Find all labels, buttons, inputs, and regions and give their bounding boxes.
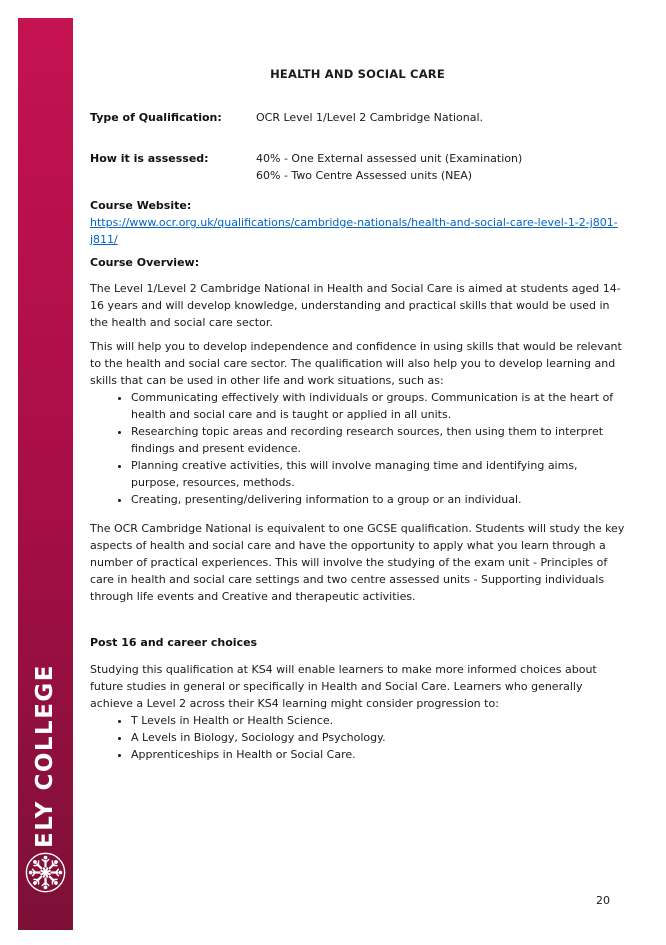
document-body [90,0,625,763]
assessment-nea-line: 60% - Two Centre Assessed units (NEA) [256,169,473,182]
post16-paragraph: Studying this qualification at KS4 will enable learners to make more informed choices about future studies in general or specifically in Health and Social Care. Learners who generally achieve a Level 2 across their KS4 learning might consider progression to: [90,663,597,710]
course-overview-label: Course Overview: [90,256,200,269]
assessment-exam-line: 40% - One External assessed unit (Examination) [256,152,523,165]
assessment-label: How it is assessed: [90,152,209,165]
list-item: • Planning creative activities, this will involve managing time and identifying aims, purpose, resources, methods. [131,457,625,491]
progression-bullet-list [90,712,625,763]
list-item: • Communicating effectively with individuals or groups. Communication is at the heart of health and social care and is taught or applied in all units. [131,389,625,423]
overview-paragraph-1: The Level 1/Level 2 Cambridge National in Health and Social Care is aimed at students aged 14-16 years and will develop knowledge, understanding and practical skills that would be used in the health and social care sector. [90,282,621,329]
overview-paragraph-3: The OCR Cambridge National is equivalent to one GCSE qualification. Students will study the key aspects of health and social care and have the opportunity to apply what you learn through a number of practical experiences. This will involve the studying of the exam unit - Principles of care in health and social care settings and two centre assessed units - Supporting individuals through life events and Creative and therapeutic activities. [90,522,625,603]
list-item: • Researching topic areas and recording research sources, then using them to interpret findings and present evidence. [131,423,625,457]
post16-heading: Post 16 and career choices [90,636,258,649]
assessment-row [90,150,625,184]
qualification-type-label: Type of Qualification: [90,111,222,124]
list-item: • A Levels in Biology, Sociology and Psychology. [131,729,625,746]
course-website-link-row [90,214,625,248]
list-item: • T Levels in Health or Health Science. [131,712,625,729]
overview-paragraph-2: This will help you to develop independence and confidence in using skills that would be relevant to the health and social care sector. The qualification will also help you to develop learning and skills that can be used in other life and work situations, such as: [90,340,622,387]
list-item: • Creating, presenting/delivering information to a group or an individual. [131,491,625,508]
ely-college-crest-icon [18,852,73,893]
assessment-values [256,150,625,184]
qualification-type-value: OCR Level 1/Level 2 Cambridge National. [256,111,484,124]
course-website-link[interactable]: https://www.ocr.org.uk/qualifications/cambridge-nationals/health-and-social-care-level-1-2-j801-j811/ [90,216,618,246]
skills-bullet-list [90,389,625,508]
qualification-type-row [90,109,625,126]
college-sidebar-banner [18,18,73,930]
list-item: • Apprenticeships in Health or Social Care. [131,746,625,763]
course-website-label: Course Website: [90,199,192,212]
college-name-vertical-text: ELY COLLEGE [32,664,58,848]
page-number: 20 [596,894,610,907]
page-title: HEALTH AND SOCIAL CARE [270,67,445,81]
